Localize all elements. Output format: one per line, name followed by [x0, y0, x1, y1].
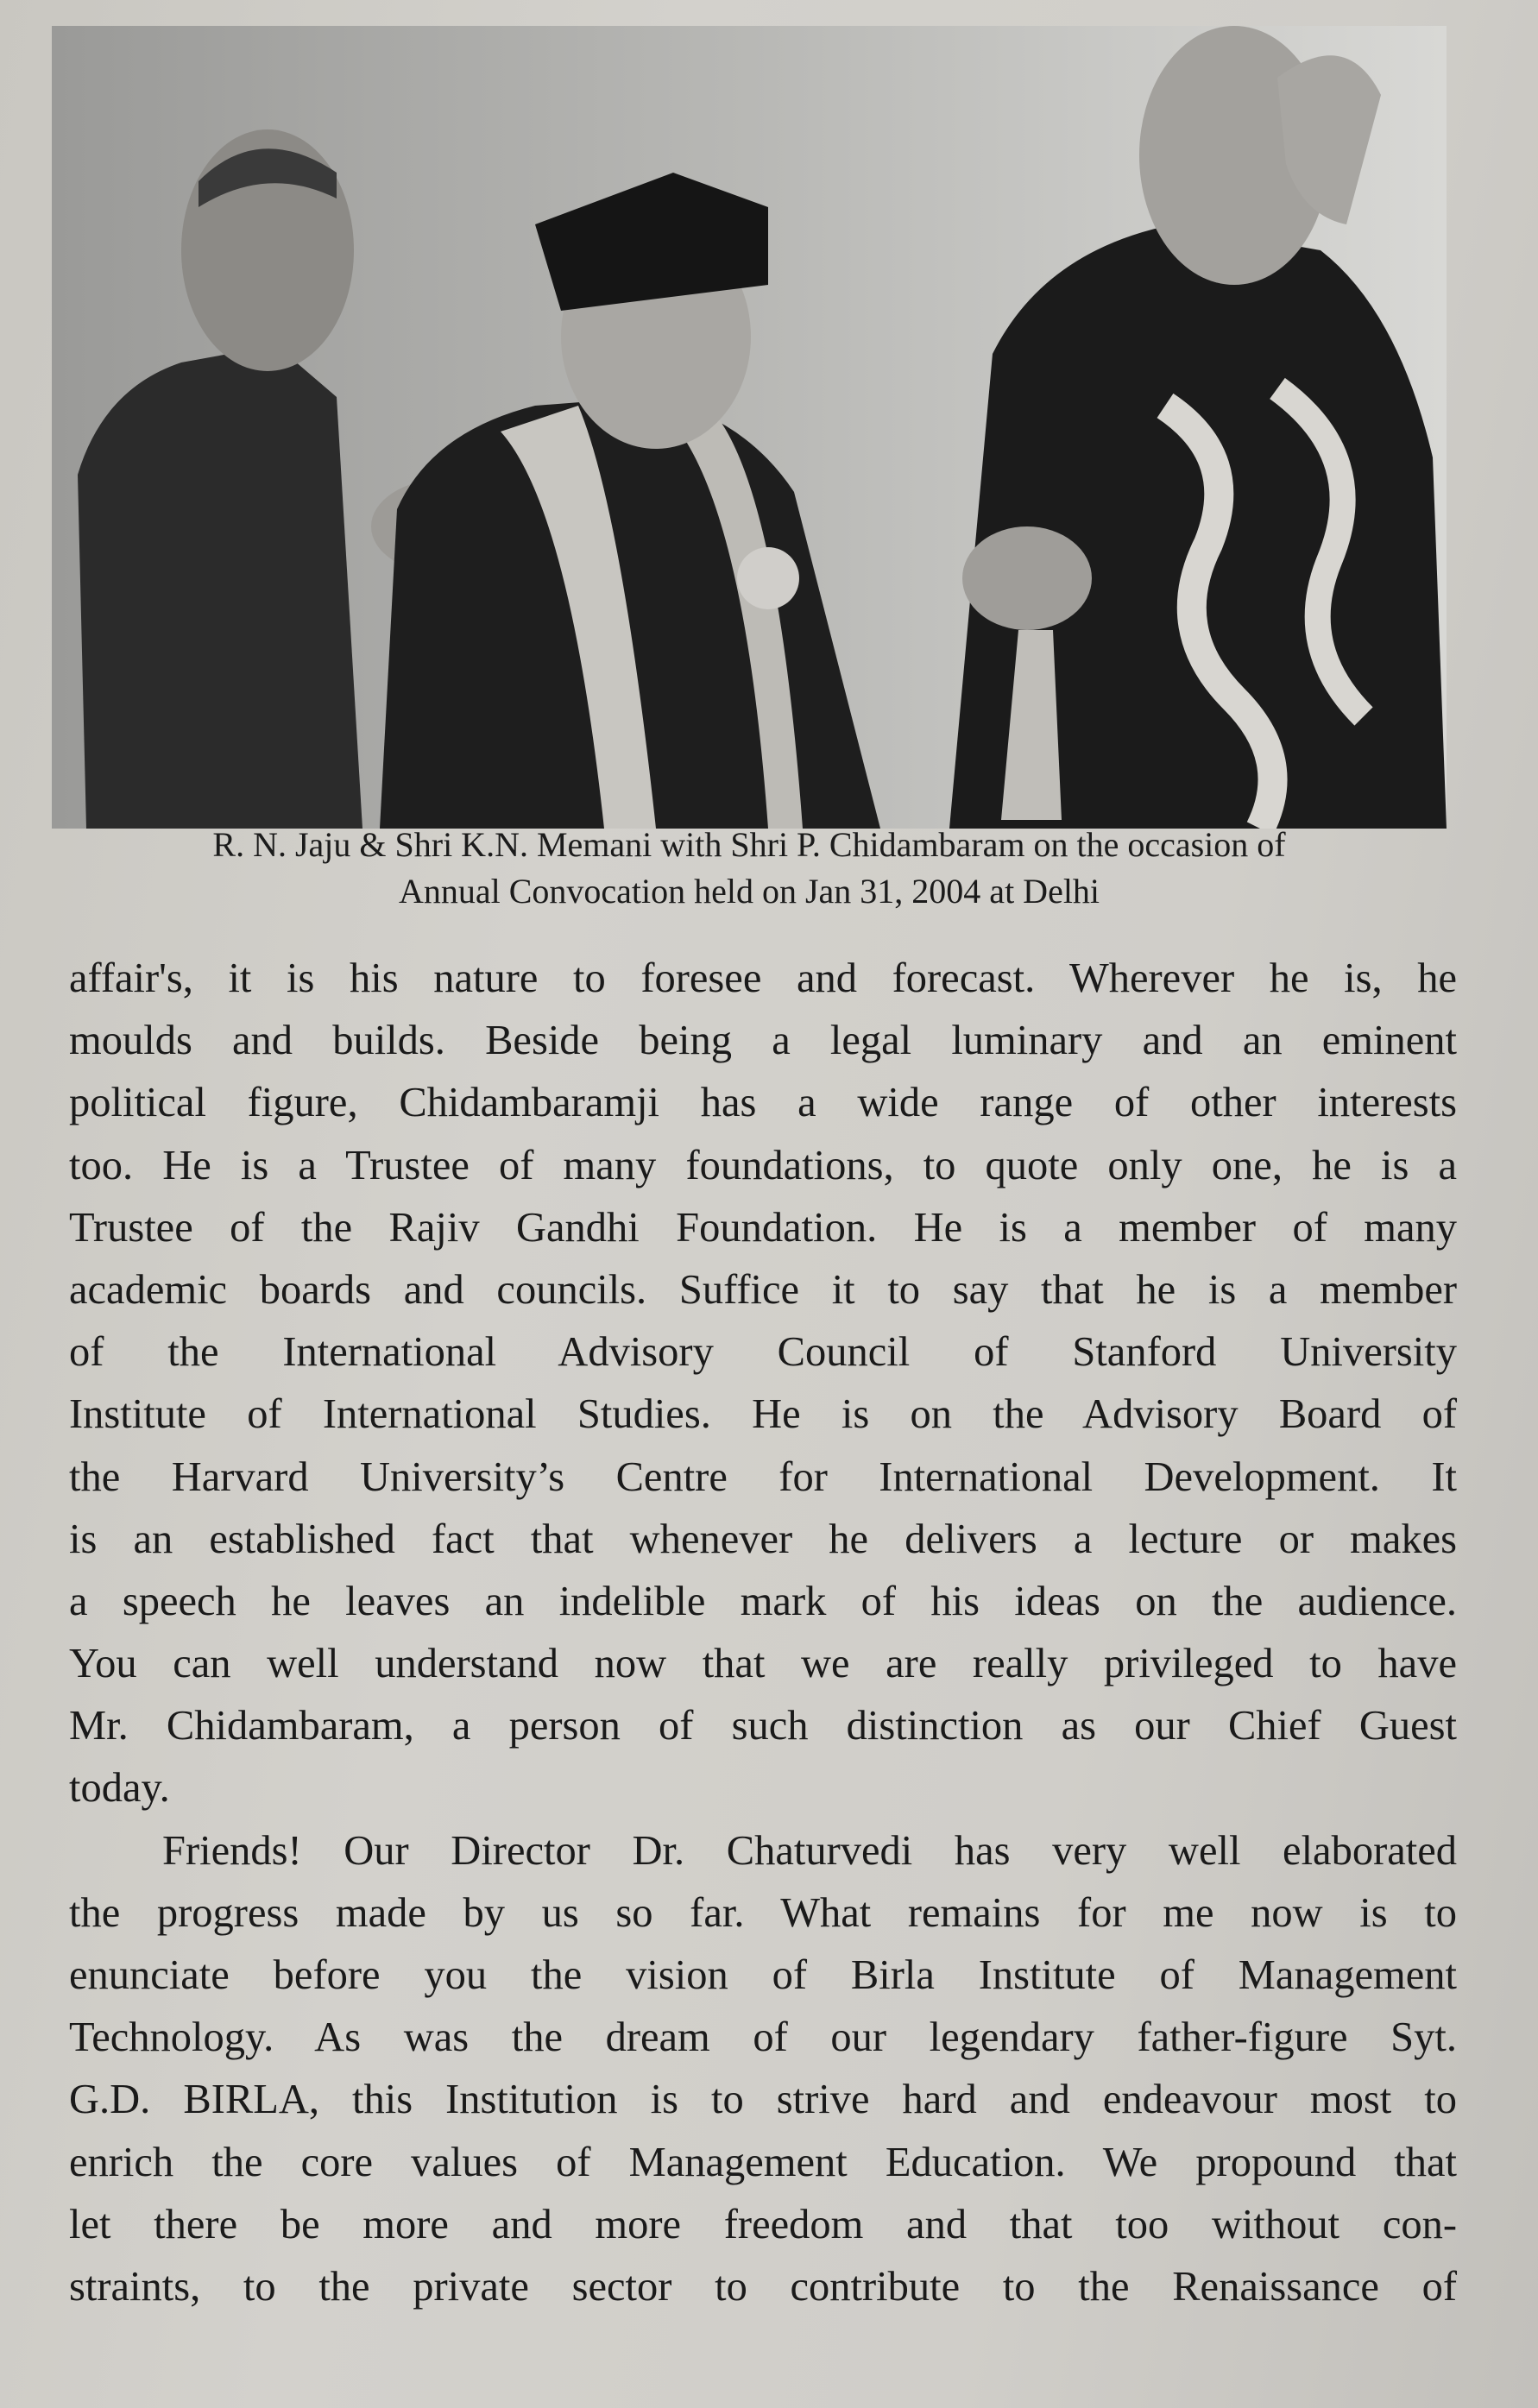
text-line: G.D. BIRLA, this Institution is to strive hard and endeavour most to	[69, 2077, 1457, 2123]
convocation-photo	[52, 26, 1447, 829]
text-line: Mr. Chidambaram, a person of such distinction as our Chief Guest	[69, 1703, 1457, 1749]
text-line: Technology. As was the dream of our legendary father-figure Syt.	[69, 2014, 1457, 2061]
text-line: too. He is a Trustee of many foundations, to quote only one, he is a	[69, 1142, 1457, 1188]
text-line: political figure, Chidambaramji has a wide range of other interests	[69, 1080, 1457, 1126]
text-line: the Harvard University’s Centre for International Development. It	[69, 1453, 1457, 1500]
body-text	[69, 948, 1457, 2318]
text-line: today.	[69, 1765, 170, 1812]
text-line: the progress made by us so far. What remains for me now is to	[69, 1889, 1457, 1936]
text-line: Friends! Our Director Dr. Chaturvedi has very well elaborated	[162, 1827, 1457, 1874]
text-line: Institute of International Studies. He is on the Advisory Board of	[69, 1391, 1457, 1438]
text-line: affair's, it is his nature to foresee and forecast. Wherever he is, he	[69, 955, 1457, 1001]
text-line: You can well understand now that we are really privileged to have	[69, 1641, 1457, 1687]
caption-line: Annual Convocation held on Jan 31, 2004 at Delhi	[398, 872, 1100, 911]
text-line: Trustee of the Rajiv Gandhi Foundation. He is a member of many	[69, 1204, 1457, 1251]
photo-caption	[52, 822, 1447, 915]
text-line: moulds and builds. Beside being a legal luminary and an eminent	[69, 1018, 1457, 1064]
text-line: enunciate before you the vision of Birla Institute of Management	[69, 1952, 1457, 1998]
text-line: is an established fact that whenever he delivers a lecture or makes	[69, 1516, 1457, 1562]
text-line: straints, to the private sector to contribute to the Renaissance of	[69, 2263, 1457, 2310]
text-line: of the International Advisory Council of Stanford University	[69, 1329, 1457, 1376]
text-line: a speech he leaves an indelible mark of his ideas on the audience.	[69, 1578, 1457, 1624]
text-line: academic boards and councils. Suffice it to say that he is a member	[69, 1266, 1457, 1313]
caption-line: R. N. Jaju & Shri K.N. Memani with Shri P. Chidambaram on the occasion of	[212, 825, 1286, 864]
text-line: enrich the core values of Management Education. We propound that	[69, 2139, 1457, 2185]
text-line: let there be more and more freedom and that too without con-	[69, 2201, 1457, 2247]
